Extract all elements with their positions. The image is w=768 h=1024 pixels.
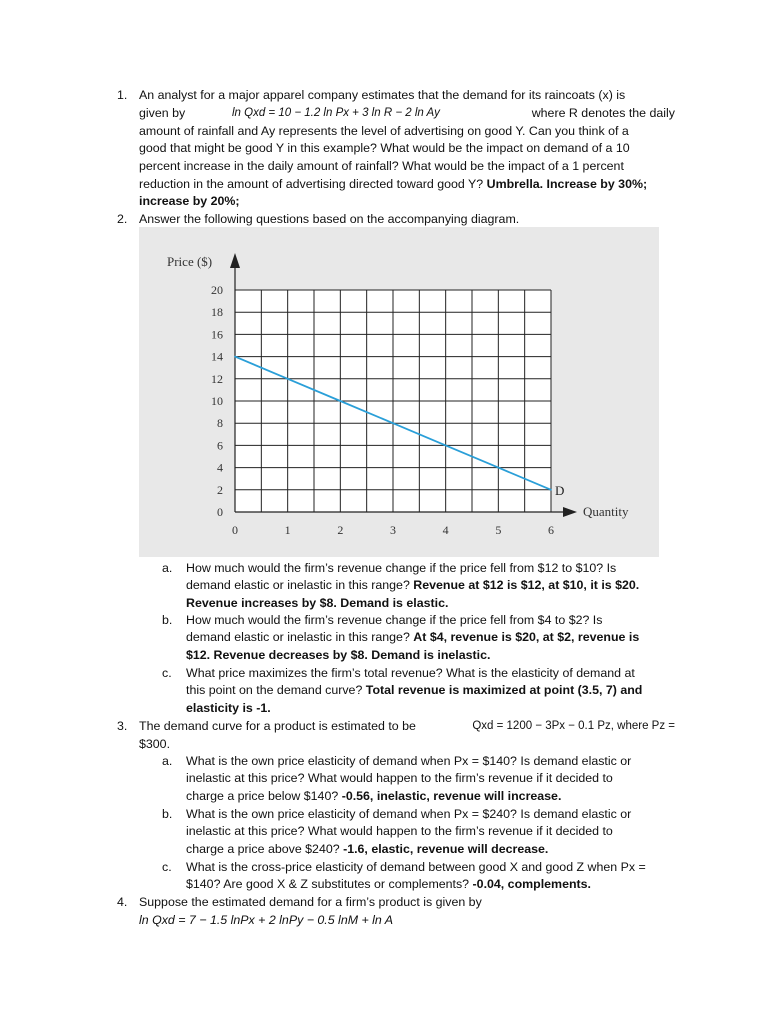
q2c-line-1: What price maximizes the firm’s total revenue? What is the elasticity of demand at (186, 666, 635, 680)
part-label: b. (162, 807, 173, 821)
x-axis-arrow (563, 507, 577, 517)
q2a-answer: Revenue at $12 is $12, at $10, it is $20. (413, 578, 640, 592)
demand-point (392, 422, 394, 424)
q1-line-2 (139, 105, 675, 123)
q1-answer-b: increase by 20%; (139, 194, 240, 208)
demand-chart-svg (139, 227, 659, 557)
q2c-line-2 (186, 682, 675, 700)
demand-point (498, 467, 500, 469)
demand-point (445, 445, 447, 447)
q1-line-1: An analyst for a major apparel company estimates that the demand for its raincoats (x) is (139, 88, 626, 102)
q1-line-2b: where R denotes the daily (531, 106, 675, 120)
y-tick-label: 10 (211, 394, 223, 408)
q2c-answer-cont: elasticity is -1. (186, 701, 271, 715)
q3a-answer: -0.56, inelastic, revenue will increase. (341, 789, 562, 803)
y-tick-label: 0 (217, 505, 223, 519)
q2b-line-3 (186, 647, 675, 665)
part-label: a. (162, 561, 173, 575)
question-number: 1. (117, 88, 128, 102)
x-axis-label: Quantity (583, 504, 629, 519)
x-tick-label: 0 (232, 523, 238, 537)
q1-line-4: good that might be good Y in this example? What would be the impact on demand of a 10 (139, 141, 630, 155)
demand-point (340, 400, 342, 402)
x-tick-label: 5 (495, 523, 502, 537)
q3c-answer: -0.04, complements. (472, 877, 591, 891)
part-label: a. (162, 754, 173, 768)
q3a-line-3 (186, 788, 675, 806)
demand-curve-label: D (555, 482, 565, 498)
q3a-line-1: What is the own price elasticity of demand when Px = $140? Is demand elastic or (186, 754, 632, 768)
q1-line-6 (139, 176, 675, 194)
x-tick-label: 4 (442, 523, 449, 537)
y-tick-label: 12 (211, 371, 223, 386)
y-tick-label: 18 (211, 305, 223, 320)
q2c-line-3 (186, 700, 675, 718)
q3-line-1 (139, 718, 675, 736)
q3b-question: charge a price above $240? (186, 842, 340, 856)
part-label: c. (162, 666, 172, 680)
y-tick-label: 4 (217, 460, 223, 475)
question-number: 2. (117, 212, 128, 226)
q2b-answer-cont: $12. Revenue decreases by $8. Demand is inelastic. (186, 648, 491, 662)
y-tick-label: 14 (211, 349, 223, 364)
q4-formula: ln Qxd = 7 − 1.5 lnPx + 2 lnPy − 0.5 lnM + ln A (139, 913, 394, 927)
q2a-answer-cont: Revenue increases by $8. Demand is elastic. (186, 596, 449, 610)
q3a-line-2: inelastic at this price? What would happen to the firm’s revenue if it decided to (186, 771, 613, 785)
q1-answer-a: Umbrella. Increase by 30%; (486, 177, 648, 191)
q2-text: Answer the following questions based on the accompanying diagram. (139, 212, 520, 226)
y-tick-label: 8 (217, 416, 223, 431)
y-tick-label: 6 (217, 438, 223, 453)
q3b-line-3 (186, 841, 675, 859)
q2b-line-2 (186, 629, 675, 647)
q1-line-5: percent increase in the daily amount of rainfall? What would be the impact of a 1 percent (139, 159, 624, 173)
y-axis-label: Price ($) (167, 254, 213, 269)
q3c-line-2 (186, 876, 675, 894)
x-tick-label: 1 (284, 523, 291, 537)
q1-line-3: amount of rainfall and Ay represents the level of advertising on good Y. Can you think of a (139, 124, 629, 138)
part-label: c. (162, 860, 172, 874)
q3c-line-1: What is the cross-price elasticity of demand between good X and good Z when Px = (186, 860, 646, 874)
q4-line-1: Suppose the estimated demand for a firm’s product is given by (139, 895, 482, 909)
q1-line-2a: given by (139, 106, 186, 120)
q2b-question: demand elastic or inelastic in this range? (186, 630, 410, 644)
q3b-answer: -1.6, elastic, revenue will decrease. (343, 842, 549, 856)
x-tick-label: 6 (548, 523, 554, 537)
x-tick-label: 2 (337, 523, 344, 537)
q3-formula: Qxd = 1200 − 3Px − 0.1 Pz, where Pz = (472, 720, 675, 732)
q3-line-2: $300. (139, 737, 171, 751)
question-number: 3. (117, 719, 128, 733)
demand-point (287, 378, 289, 380)
q3a-question: charge a price below $140? (186, 789, 339, 803)
part-label: b. (162, 613, 173, 627)
demand-chart (139, 227, 659, 557)
q2c-answer: Total revenue is maximized at point (3.5, 7) and (365, 683, 643, 697)
q2a-question: demand elastic or inelastic in this range? (186, 578, 410, 592)
q3b-line-2: inelastic at this price? What would happen to the firm’s revenue if it decided to (186, 824, 613, 838)
y-axis-arrow (230, 253, 240, 268)
q1-line-7 (139, 193, 675, 211)
q2a-line-3 (186, 595, 675, 613)
y-tick-label: 16 (211, 327, 223, 342)
q3-intro: The demand curve for a product is estimated to be (139, 719, 416, 733)
q2b-answer: At $4, revenue is $20, at $2, revenue is (413, 630, 640, 644)
q3b-line-1: What is the own price elasticity of demand when Px = $240? Is demand elastic or (186, 807, 632, 821)
q1-line-6-text: reduction in the amount of advertising directed toward good Y? (139, 177, 484, 191)
q2c-question: this point on the demand curve? (186, 683, 363, 697)
q1-formula: ln Qxd = 10 − 1.2 ln Px + 3 ln R − 2 ln Ay (232, 107, 440, 119)
q2a-line-2 (186, 577, 675, 595)
q2a-line-1: How much would the firm’s revenue change if the price fell from $12 to $10? Is (186, 561, 617, 575)
y-tick-label: 20 (211, 283, 223, 297)
y-tick-label: 2 (217, 482, 223, 497)
demand-point (234, 356, 236, 358)
demand-point (550, 489, 552, 491)
x-tick-label: 3 (390, 523, 396, 537)
q3c-question: $140? Are good X & Z substitutes or complements? (186, 877, 470, 891)
q2b-line-1: How much would the firm’s revenue change if the price fell from $4 to $2? Is (186, 613, 603, 627)
question-number: 4. (117, 895, 128, 909)
